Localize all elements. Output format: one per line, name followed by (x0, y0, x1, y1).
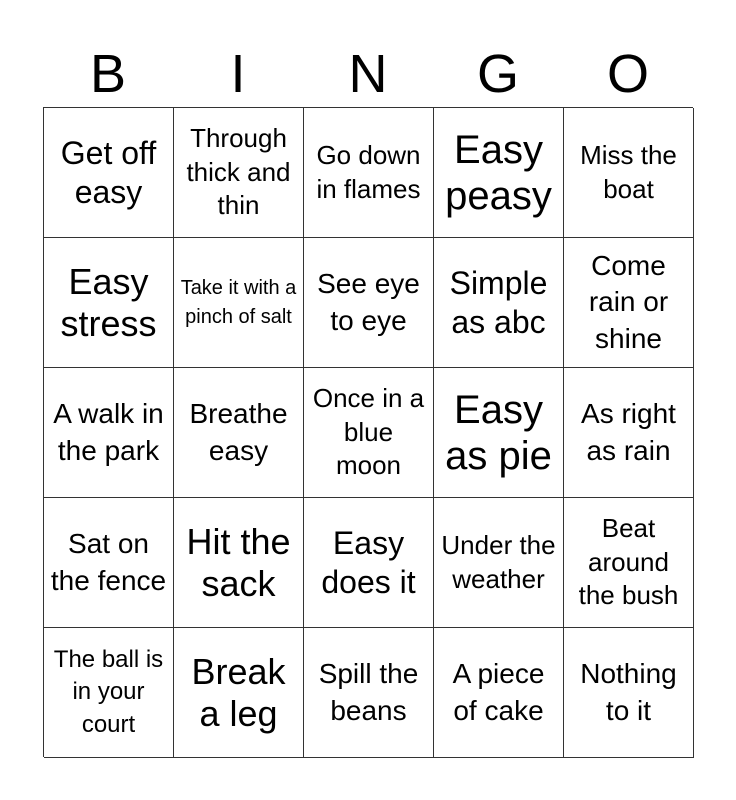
bingo-cell: Simple as abc (434, 238, 564, 368)
bingo-cell: Miss the boat (564, 108, 694, 238)
header-letter-o: O (606, 44, 649, 104)
bingo-cell: Take it with a pinch of salt (174, 238, 304, 368)
header-letter-g: G (476, 44, 519, 104)
bingo-cell: See eye to eye (304, 238, 434, 368)
bingo-cell: Easy does it (304, 498, 434, 628)
header-letter-n: N (348, 44, 388, 104)
bingo-cell: Breathe easy (174, 368, 304, 498)
header-letter-b: B (89, 44, 127, 104)
bingo-cell: Break a leg (174, 628, 304, 758)
bingo-cell: Nothing to it (564, 628, 694, 758)
bingo-cell: Easy peasy (434, 108, 564, 238)
bingo-cell: Get off easy (44, 108, 174, 238)
bingo-cell: Spill the beans (304, 628, 434, 758)
bingo-header (43, 40, 693, 108)
bingo-cell: Come rain or shine (564, 238, 694, 368)
bingo-card (43, 107, 693, 757)
bingo-cell: Sat on the fence (44, 498, 174, 628)
bingo-cell: The ball is in your court (44, 628, 174, 758)
bingo-cell: As right as rain (564, 368, 694, 498)
bingo-cell: Under the weather (434, 498, 564, 628)
header-letter-i: I (230, 44, 246, 104)
bingo-cell: Beat around the bush (564, 498, 694, 628)
bingo-cell: A piece of cake (434, 628, 564, 758)
bingo-cell: Go down in flames (304, 108, 434, 238)
bingo-cell: A walk in the park (44, 368, 174, 498)
bingo-cell: Easy as pie (434, 368, 564, 498)
bingo-cell: Through thick and thin (174, 108, 304, 238)
bingo-cell: Once in a blue moon (304, 368, 434, 498)
bingo-cell: Easy stress (44, 238, 174, 368)
bingo-cell: Hit the sack (174, 498, 304, 628)
